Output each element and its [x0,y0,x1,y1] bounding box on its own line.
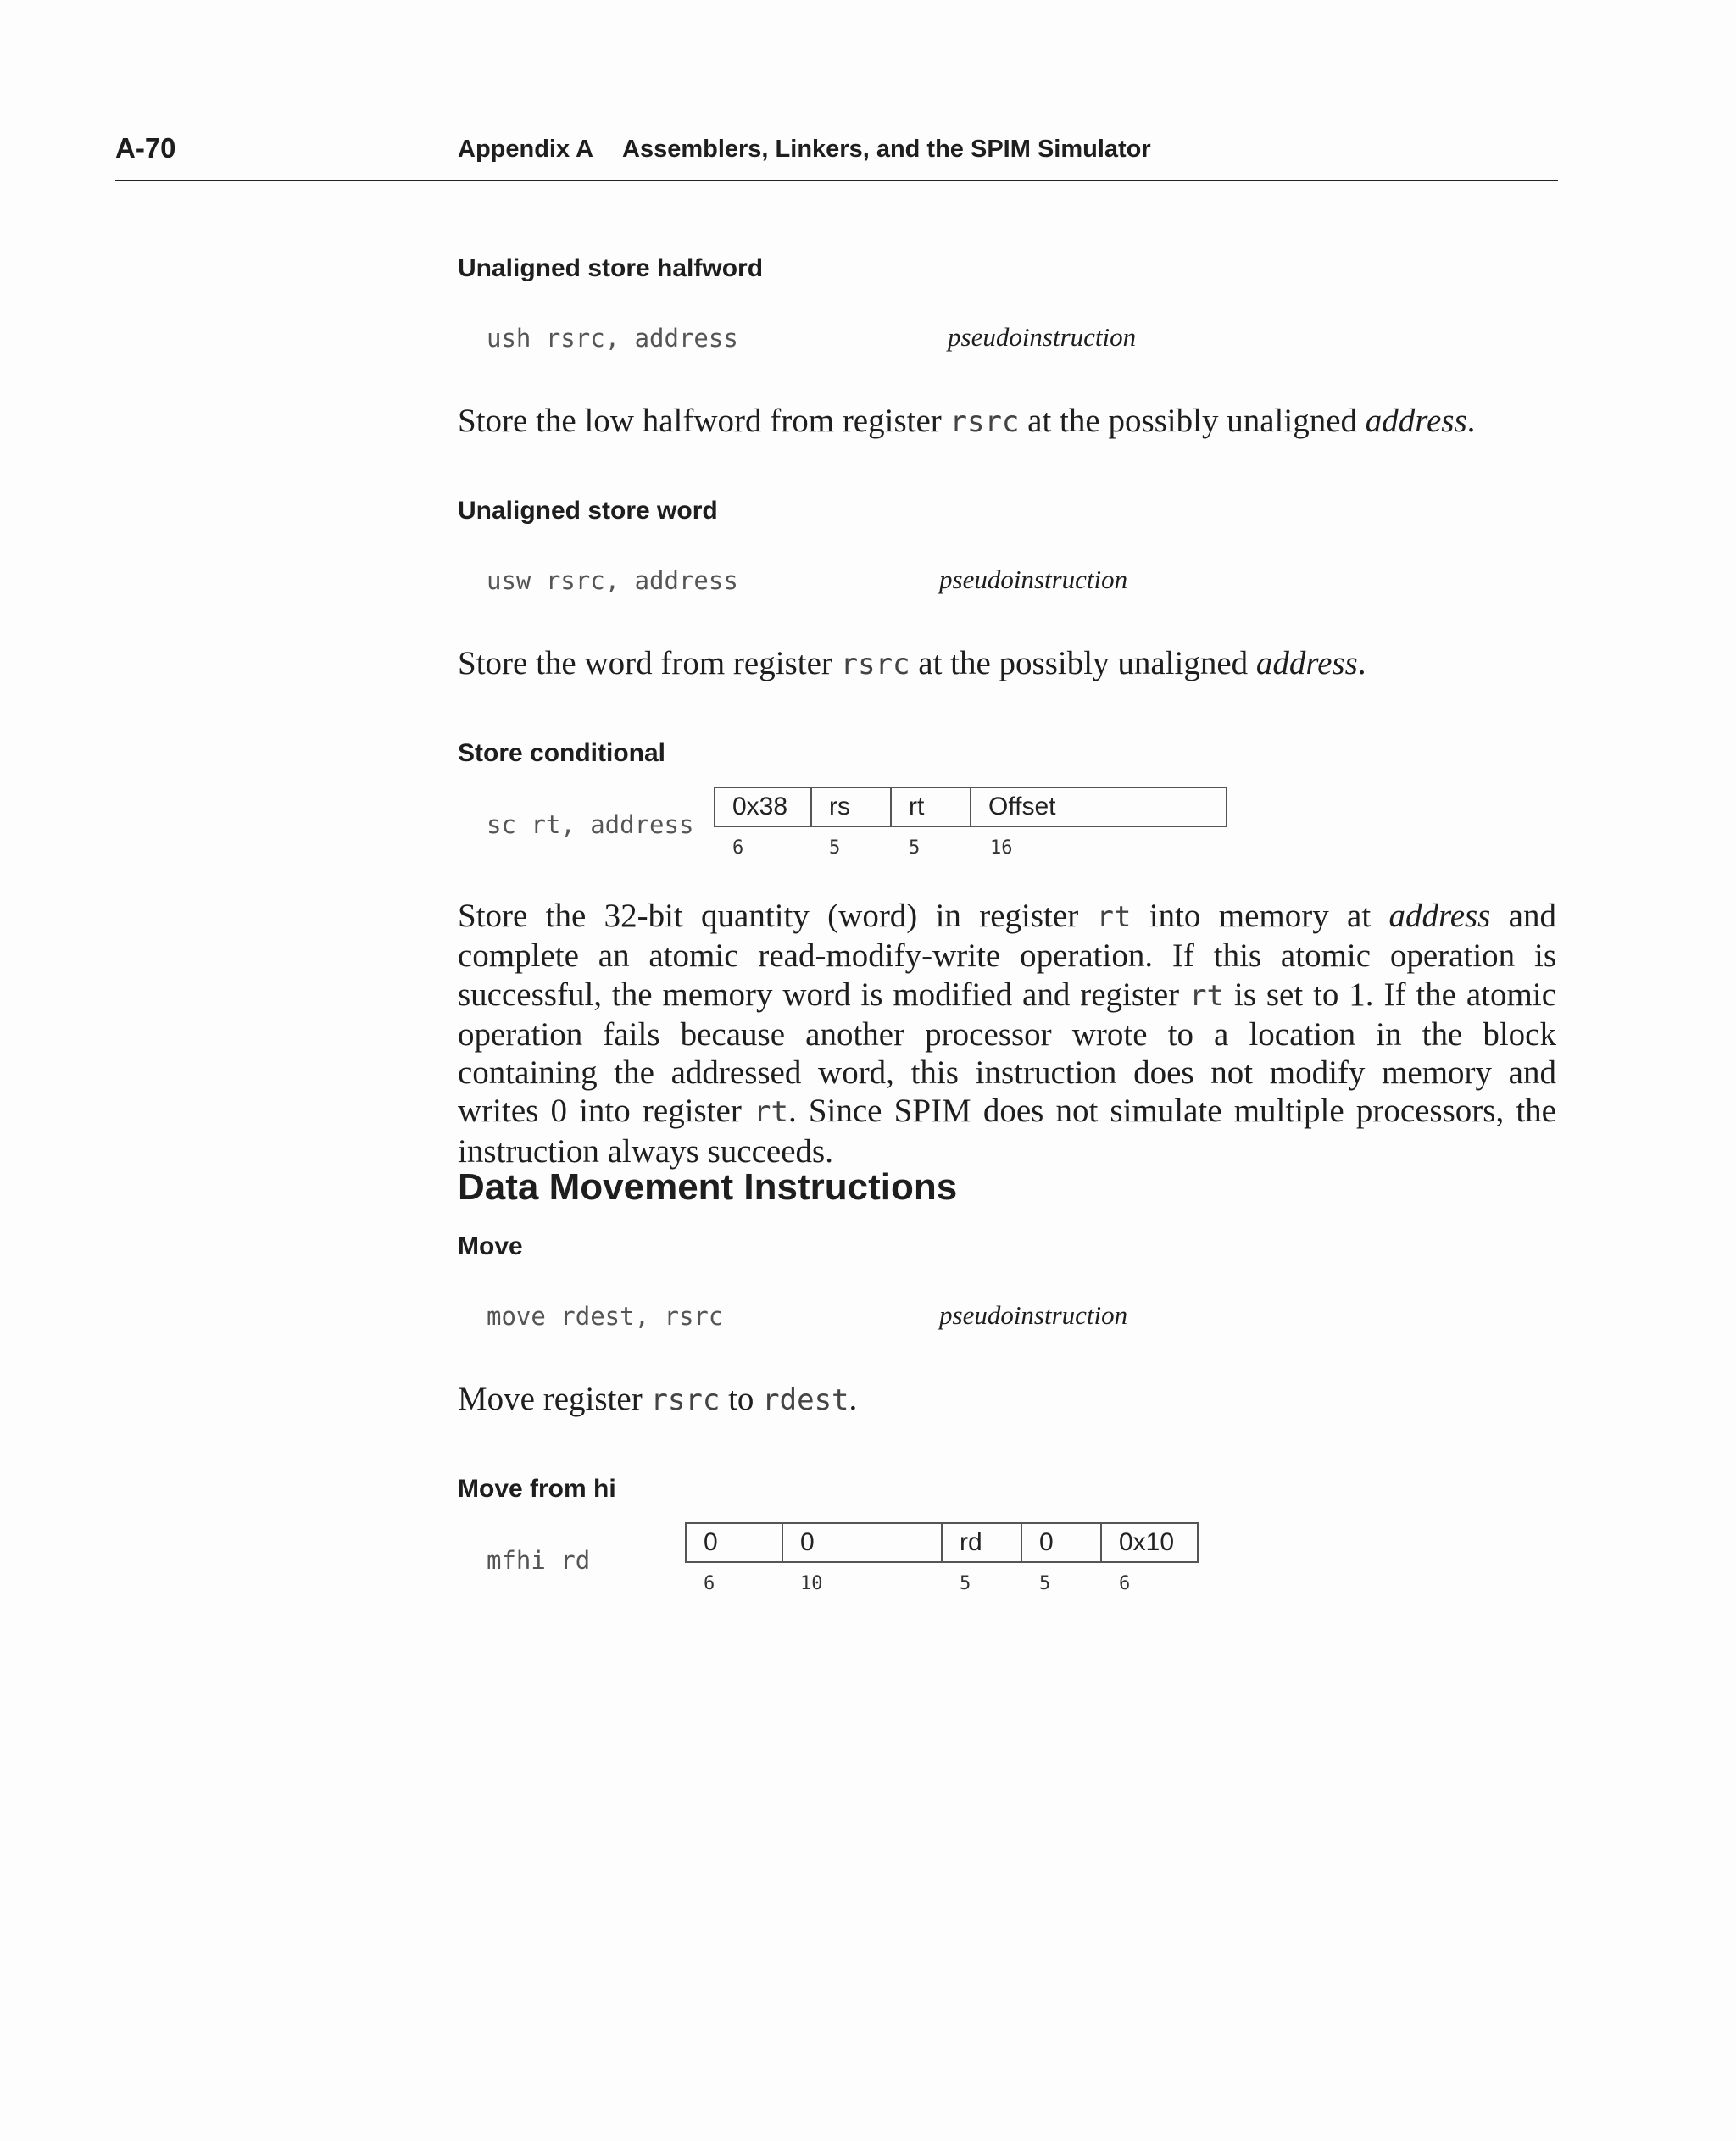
sc-desc-text-4: is set to 1. If the atomic operation fails because another processor wrote to a location in the block containing the addressed word, this instruction does not modify memory and writes 0 into register [458,976,1556,1130]
ush-desc-text-2: at the possibly unaligned [1019,403,1366,439]
mfhi-field-funct: 0x10 [1101,1523,1198,1562]
ush-pseudo-note: pseudoinstruction [948,322,1137,352]
ush-heading: Unaligned store halfword [458,254,764,282]
move-heading: Move [458,1232,523,1260]
usw-desc-text-2: at the possibly unaligned [910,645,1256,681]
sc-code: sc rt, address [487,810,694,839]
mfhi-field-shamt: 0 [1021,1523,1101,1562]
move-desc-text-1: Move register [458,1381,651,1417]
mfhi-bits-rd: 5 [960,1573,971,1594]
section-title: Data Movement Instructions [458,1166,958,1208]
mfhi-heading: Move from hi [458,1475,616,1503]
ush-desc-text-3: . [1466,403,1476,439]
sc-desc-code-1: rt [1096,900,1132,934]
mfhi-bits-opcode: 6 [704,1573,715,1594]
running-header-appendix: Appendix A [458,136,594,163]
ush-desc-code-1: rsrc [949,405,1020,439]
move-desc-text-3: . [849,1381,858,1417]
sc-desc-text-5: . Since SPIM does not simulate multiple processors, the instruction always succeeds. [458,1093,1556,1170]
move-desc-code-2: rdest [762,1383,849,1417]
sc-description [458,897,1556,1171]
move-code: move rdest, rsrc [487,1302,724,1331]
usw-heading: Unaligned store word [458,497,718,525]
running-header-title: Assemblers, Linkers, and the SPIM Simulator [622,136,1151,163]
sc-heading: Store conditional [458,739,666,767]
mfhi-bits-funct: 6 [1119,1573,1131,1594]
mfhi-bits-shamt: 5 [1039,1573,1051,1594]
mfhi-code: mfhi rd [487,1546,591,1575]
ush-description [458,402,1556,442]
ush-code: ush rsrc, address [487,324,738,353]
ush-desc-italic-1: address [1365,403,1467,439]
sc-desc-text-3: and complete an atomic read-modify-write operation. If this atomic operation is successful, the memory word is modified and register [458,898,1556,1013]
sc-desc-italic-1: address [1388,898,1491,934]
usw-pseudo-note: pseudoinstruction [939,564,1128,594]
sc-bits-rt: 5 [909,837,921,859]
usw-code: usw rsrc, address [487,566,738,595]
usw-desc-code-1: rsrc [840,648,910,681]
move-description [458,1380,1556,1420]
sc-bits-opcode: 6 [732,837,744,859]
sc-field-offset: Offset [971,787,1227,826]
header-rule [115,180,1558,181]
mfhi-instruction-format [685,1522,1199,1563]
mfhi-field-opcode: 0 [686,1523,782,1562]
usw-desc-text-1: Store the word from register [458,645,841,681]
move-pseudo-note: pseudoinstruction [939,1300,1128,1330]
ush-desc-text-1: Store the low halfword from register [458,403,950,439]
usw-description [458,644,1556,684]
mfhi-bits-zero: 10 [800,1573,823,1594]
sc-bits-offset: 16 [990,837,1013,859]
usw-desc-italic-1: address [1255,645,1358,681]
sc-desc-code-3: rt [754,1095,788,1130]
mfhi-field-rd: rd [942,1523,1021,1562]
sc-desc-text-1: Store the 32-bit quantity (word) in register [458,898,1097,934]
sc-desc-text-2: into memory at [1131,898,1389,934]
sc-desc-code-2: rt [1189,978,1225,1013]
sc-field-opcode: 0x38 [715,787,811,826]
move-desc-text-2: to [720,1381,763,1417]
move-desc-code-1: rsrc [650,1383,721,1417]
sc-field-rs: rs [811,787,891,826]
page-number: A-70 [115,132,176,164]
usw-desc-text-3: . [1357,645,1366,681]
sc-field-rt: rt [891,787,971,826]
sc-instruction-format [714,787,1227,827]
sc-bits-rs: 5 [829,837,841,859]
mfhi-field-zero: 0 [782,1523,942,1562]
